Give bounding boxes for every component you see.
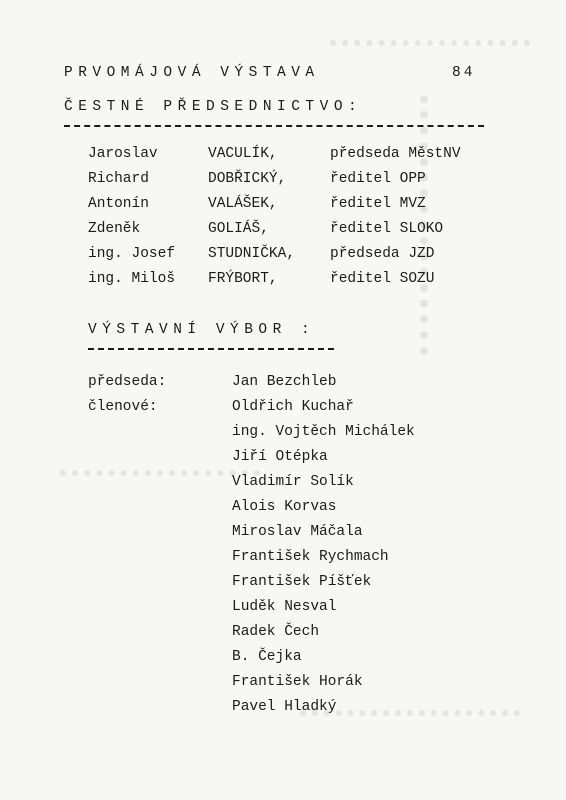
role: předseda JZD [330,246,435,262]
members-label: členové: [88,399,158,415]
presidium-underline [64,125,484,127]
list-item: Pavel Hladký [232,699,337,715]
last-name: STUDNIČKA, [208,246,296,262]
last-name: VALÁŠEK, [208,196,278,212]
list-item: ing. Vojtěch Michálek [232,424,415,440]
role: ředitel SLOKO [330,221,444,237]
last-name: DOBŘICKÝ, [208,171,287,187]
role: předseda MěstNV [330,146,461,162]
list-item: František Rychmach [232,549,389,565]
exhibition-title: PRVOMÁJOVÁ VÝSTAVA [64,65,320,81]
list-item: František Píšťek [232,574,372,590]
exhibition-year: 84 [452,65,476,81]
list-item: Radek Čech [232,624,320,640]
chair-label: předseda: [88,374,167,390]
chair-name: Jan Bezchleb [232,374,337,390]
first-name: ing. Josef [88,246,176,262]
role: ředitel OPP [330,171,426,187]
list-item: Vladimír Solík [232,474,354,490]
list-item: František Horák [232,674,363,690]
first-name: Antonín [88,196,149,212]
last-name: GOLIÁŠ, [208,221,269,237]
first-name: ing. Miloš [88,271,176,287]
list-item: Jiří Otépka [232,449,328,465]
role: ředitel MVZ [330,196,426,212]
first-name: Jaroslav [88,146,158,162]
list-item: Luděk Nesval [232,599,337,615]
first-name: Zdeněk [88,221,141,237]
list-item: Alois Korvas [232,499,337,515]
list-item: B. Čejka [232,649,302,665]
last-name: VACULÍK, [208,146,278,162]
committee-underline [88,348,334,350]
presidium-heading: ČESTNÉ PŘEDSEDNICTVO: [64,99,363,115]
first-name: Richard [88,171,149,187]
last-name: FRÝBORT, [208,271,278,287]
list-item: Oldřich Kuchař [232,399,354,415]
list-item: Miroslav Máčala [232,524,363,540]
committee-heading: VÝSTAVNÍ VÝBOR : [88,322,316,338]
role: ředitel SOZU [330,271,435,287]
